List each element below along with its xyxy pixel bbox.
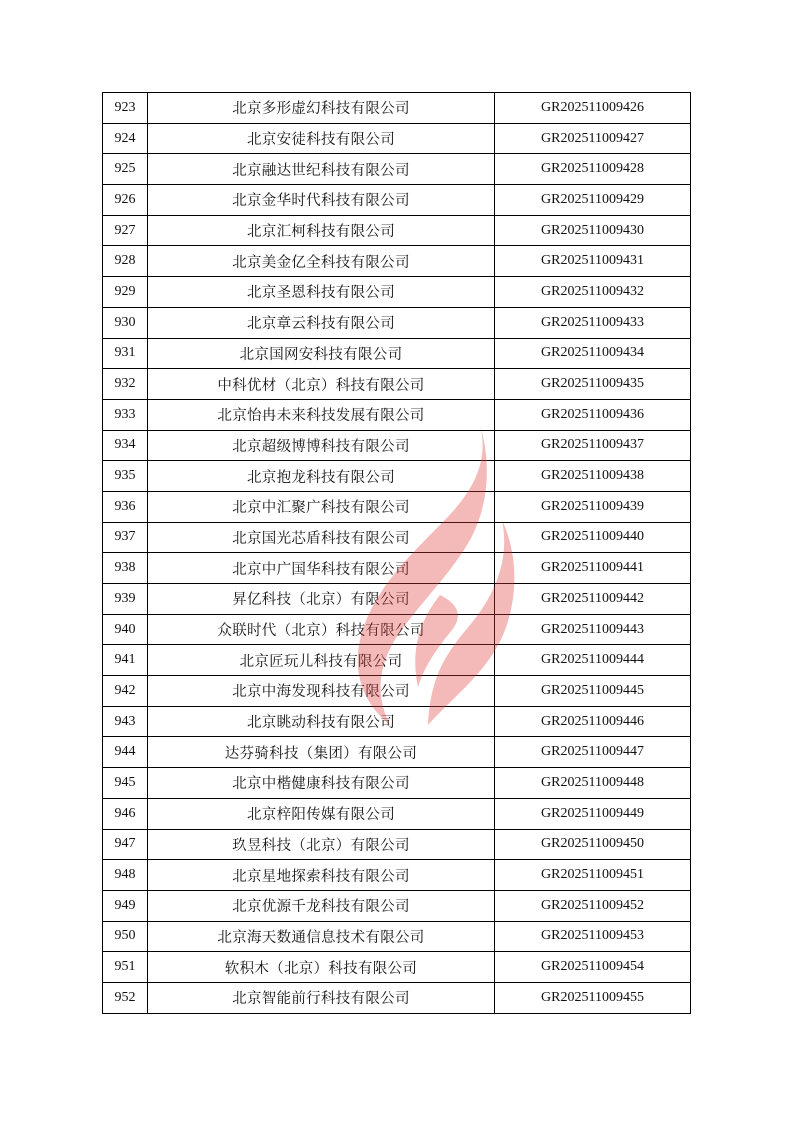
row-number: 944 bbox=[103, 737, 148, 768]
table-row bbox=[103, 93, 691, 124]
table-row bbox=[103, 522, 691, 553]
company-name: 北京怡冉未来科技发展有限公司 bbox=[148, 399, 495, 430]
company-name: 北京金华时代科技有限公司 bbox=[148, 185, 495, 216]
row-number: 937 bbox=[103, 522, 148, 553]
table-row bbox=[103, 584, 691, 615]
table-row bbox=[103, 154, 691, 185]
table-row bbox=[103, 553, 691, 584]
company-name: 北京多形虚幻科技有限公司 bbox=[148, 93, 495, 124]
table-row bbox=[103, 676, 691, 707]
row-number: 941 bbox=[103, 645, 148, 676]
row-number: 926 bbox=[103, 185, 148, 216]
company-name: 北京星地探索科技有限公司 bbox=[148, 860, 495, 891]
company-name: 北京章云科技有限公司 bbox=[148, 307, 495, 338]
company-name: 北京融达世纪科技有限公司 bbox=[148, 154, 495, 185]
row-number: 927 bbox=[103, 215, 148, 246]
table-row bbox=[103, 921, 691, 952]
company-name: 北京中海发现科技有限公司 bbox=[148, 676, 495, 707]
company-name: 北京超级博博科技有限公司 bbox=[148, 430, 495, 461]
table-row bbox=[103, 430, 691, 461]
table-row bbox=[103, 768, 691, 799]
row-number: 929 bbox=[103, 277, 148, 308]
row-number: 952 bbox=[103, 982, 148, 1013]
row-number: 948 bbox=[103, 860, 148, 891]
row-number: 923 bbox=[103, 93, 148, 124]
company-name: 北京安徒科技有限公司 bbox=[148, 123, 495, 154]
company-name: 北京中汇聚广科技有限公司 bbox=[148, 491, 495, 522]
table-row bbox=[103, 952, 691, 983]
certificate-number: GR202511009428 bbox=[495, 154, 691, 185]
certificate-number: GR202511009454 bbox=[495, 952, 691, 983]
company-name: 北京抱龙科技有限公司 bbox=[148, 461, 495, 492]
company-name: 玖昱科技（北京）有限公司 bbox=[148, 829, 495, 860]
row-number: 928 bbox=[103, 246, 148, 277]
company-name: 北京中广国华科技有限公司 bbox=[148, 553, 495, 584]
certificate-number: GR202511009446 bbox=[495, 706, 691, 737]
company-name: 昇亿科技（北京）有限公司 bbox=[148, 584, 495, 615]
row-number: 945 bbox=[103, 768, 148, 799]
table-row bbox=[103, 123, 691, 154]
certificate-number: GR202511009435 bbox=[495, 369, 691, 400]
table-row bbox=[103, 645, 691, 676]
company-name: 北京梓阳传媒有限公司 bbox=[148, 798, 495, 829]
company-name: 北京匠玩儿科技有限公司 bbox=[148, 645, 495, 676]
company-name: 北京优源千龙科技有限公司 bbox=[148, 890, 495, 921]
company-name: 北京国网安科技有限公司 bbox=[148, 338, 495, 369]
row-number: 930 bbox=[103, 307, 148, 338]
certificate-number: GR202511009437 bbox=[495, 430, 691, 461]
table-row bbox=[103, 338, 691, 369]
row-number: 932 bbox=[103, 369, 148, 400]
certificate-number: GR202511009433 bbox=[495, 307, 691, 338]
row-number: 924 bbox=[103, 123, 148, 154]
certificate-number: GR202511009455 bbox=[495, 982, 691, 1013]
certificate-number: GR202511009436 bbox=[495, 399, 691, 430]
row-number: 943 bbox=[103, 706, 148, 737]
certificate-number: GR202511009432 bbox=[495, 277, 691, 308]
certificate-number: GR202511009441 bbox=[495, 553, 691, 584]
row-number: 935 bbox=[103, 461, 148, 492]
row-number: 942 bbox=[103, 676, 148, 707]
table-row bbox=[103, 369, 691, 400]
registry-table-body bbox=[103, 93, 691, 1014]
certificate-number: GR202511009429 bbox=[495, 185, 691, 216]
row-number: 940 bbox=[103, 614, 148, 645]
certificate-number: GR202511009438 bbox=[495, 461, 691, 492]
row-number: 925 bbox=[103, 154, 148, 185]
row-number: 939 bbox=[103, 584, 148, 615]
certificate-number: GR202511009431 bbox=[495, 246, 691, 277]
company-name: 达芬骑科技（集团）有限公司 bbox=[148, 737, 495, 768]
row-number: 951 bbox=[103, 952, 148, 983]
row-number: 936 bbox=[103, 491, 148, 522]
row-number: 950 bbox=[103, 921, 148, 952]
table-row bbox=[103, 215, 691, 246]
row-number: 933 bbox=[103, 399, 148, 430]
table-row bbox=[103, 307, 691, 338]
row-number: 934 bbox=[103, 430, 148, 461]
company-name: 软积木（北京）科技有限公司 bbox=[148, 952, 495, 983]
row-number: 931 bbox=[103, 338, 148, 369]
certificate-number: GR202511009434 bbox=[495, 338, 691, 369]
company-name: 北京智能前行科技有限公司 bbox=[148, 982, 495, 1013]
table-row bbox=[103, 399, 691, 430]
row-number: 946 bbox=[103, 798, 148, 829]
table-row bbox=[103, 737, 691, 768]
certificate-number: GR202511009426 bbox=[495, 93, 691, 124]
table-row bbox=[103, 277, 691, 308]
table-row bbox=[103, 860, 691, 891]
table-row bbox=[103, 614, 691, 645]
table-row bbox=[103, 461, 691, 492]
row-number: 947 bbox=[103, 829, 148, 860]
certificate-number: GR202511009439 bbox=[495, 491, 691, 522]
company-name: 北京眺动科技有限公司 bbox=[148, 706, 495, 737]
certificate-number: GR202511009444 bbox=[495, 645, 691, 676]
table-row bbox=[103, 491, 691, 522]
certificate-number: GR202511009453 bbox=[495, 921, 691, 952]
table-row bbox=[103, 829, 691, 860]
certificate-number: GR202511009452 bbox=[495, 890, 691, 921]
certificate-number: GR202511009427 bbox=[495, 123, 691, 154]
company-name: 北京海天数通信息技术有限公司 bbox=[148, 921, 495, 952]
certificate-number: GR202511009443 bbox=[495, 614, 691, 645]
company-name: 中科优材（北京）科技有限公司 bbox=[148, 369, 495, 400]
table-row bbox=[103, 246, 691, 277]
row-number: 938 bbox=[103, 553, 148, 584]
table-row bbox=[103, 798, 691, 829]
company-name: 北京圣恩科技有限公司 bbox=[148, 277, 495, 308]
certificate-number: GR202511009447 bbox=[495, 737, 691, 768]
table-row bbox=[103, 706, 691, 737]
company-name: 北京国光芯盾科技有限公司 bbox=[148, 522, 495, 553]
certificate-number: GR202511009430 bbox=[495, 215, 691, 246]
table-row bbox=[103, 982, 691, 1013]
certificate-number: GR202511009442 bbox=[495, 584, 691, 615]
company-name: 北京美金亿全科技有限公司 bbox=[148, 246, 495, 277]
company-name: 众联时代（北京）科技有限公司 bbox=[148, 614, 495, 645]
table-row bbox=[103, 185, 691, 216]
certificate-number: GR202511009450 bbox=[495, 829, 691, 860]
certificate-number: GR202511009440 bbox=[495, 522, 691, 553]
table-row bbox=[103, 890, 691, 921]
company-name: 北京汇柯科技有限公司 bbox=[148, 215, 495, 246]
certificate-number: GR202511009451 bbox=[495, 860, 691, 891]
company-name: 北京中楷健康科技有限公司 bbox=[148, 768, 495, 799]
company-registry-table bbox=[102, 92, 691, 1014]
certificate-number: GR202511009448 bbox=[495, 768, 691, 799]
certificate-number: GR202511009445 bbox=[495, 676, 691, 707]
certificate-number: GR202511009449 bbox=[495, 798, 691, 829]
row-number: 949 bbox=[103, 890, 148, 921]
